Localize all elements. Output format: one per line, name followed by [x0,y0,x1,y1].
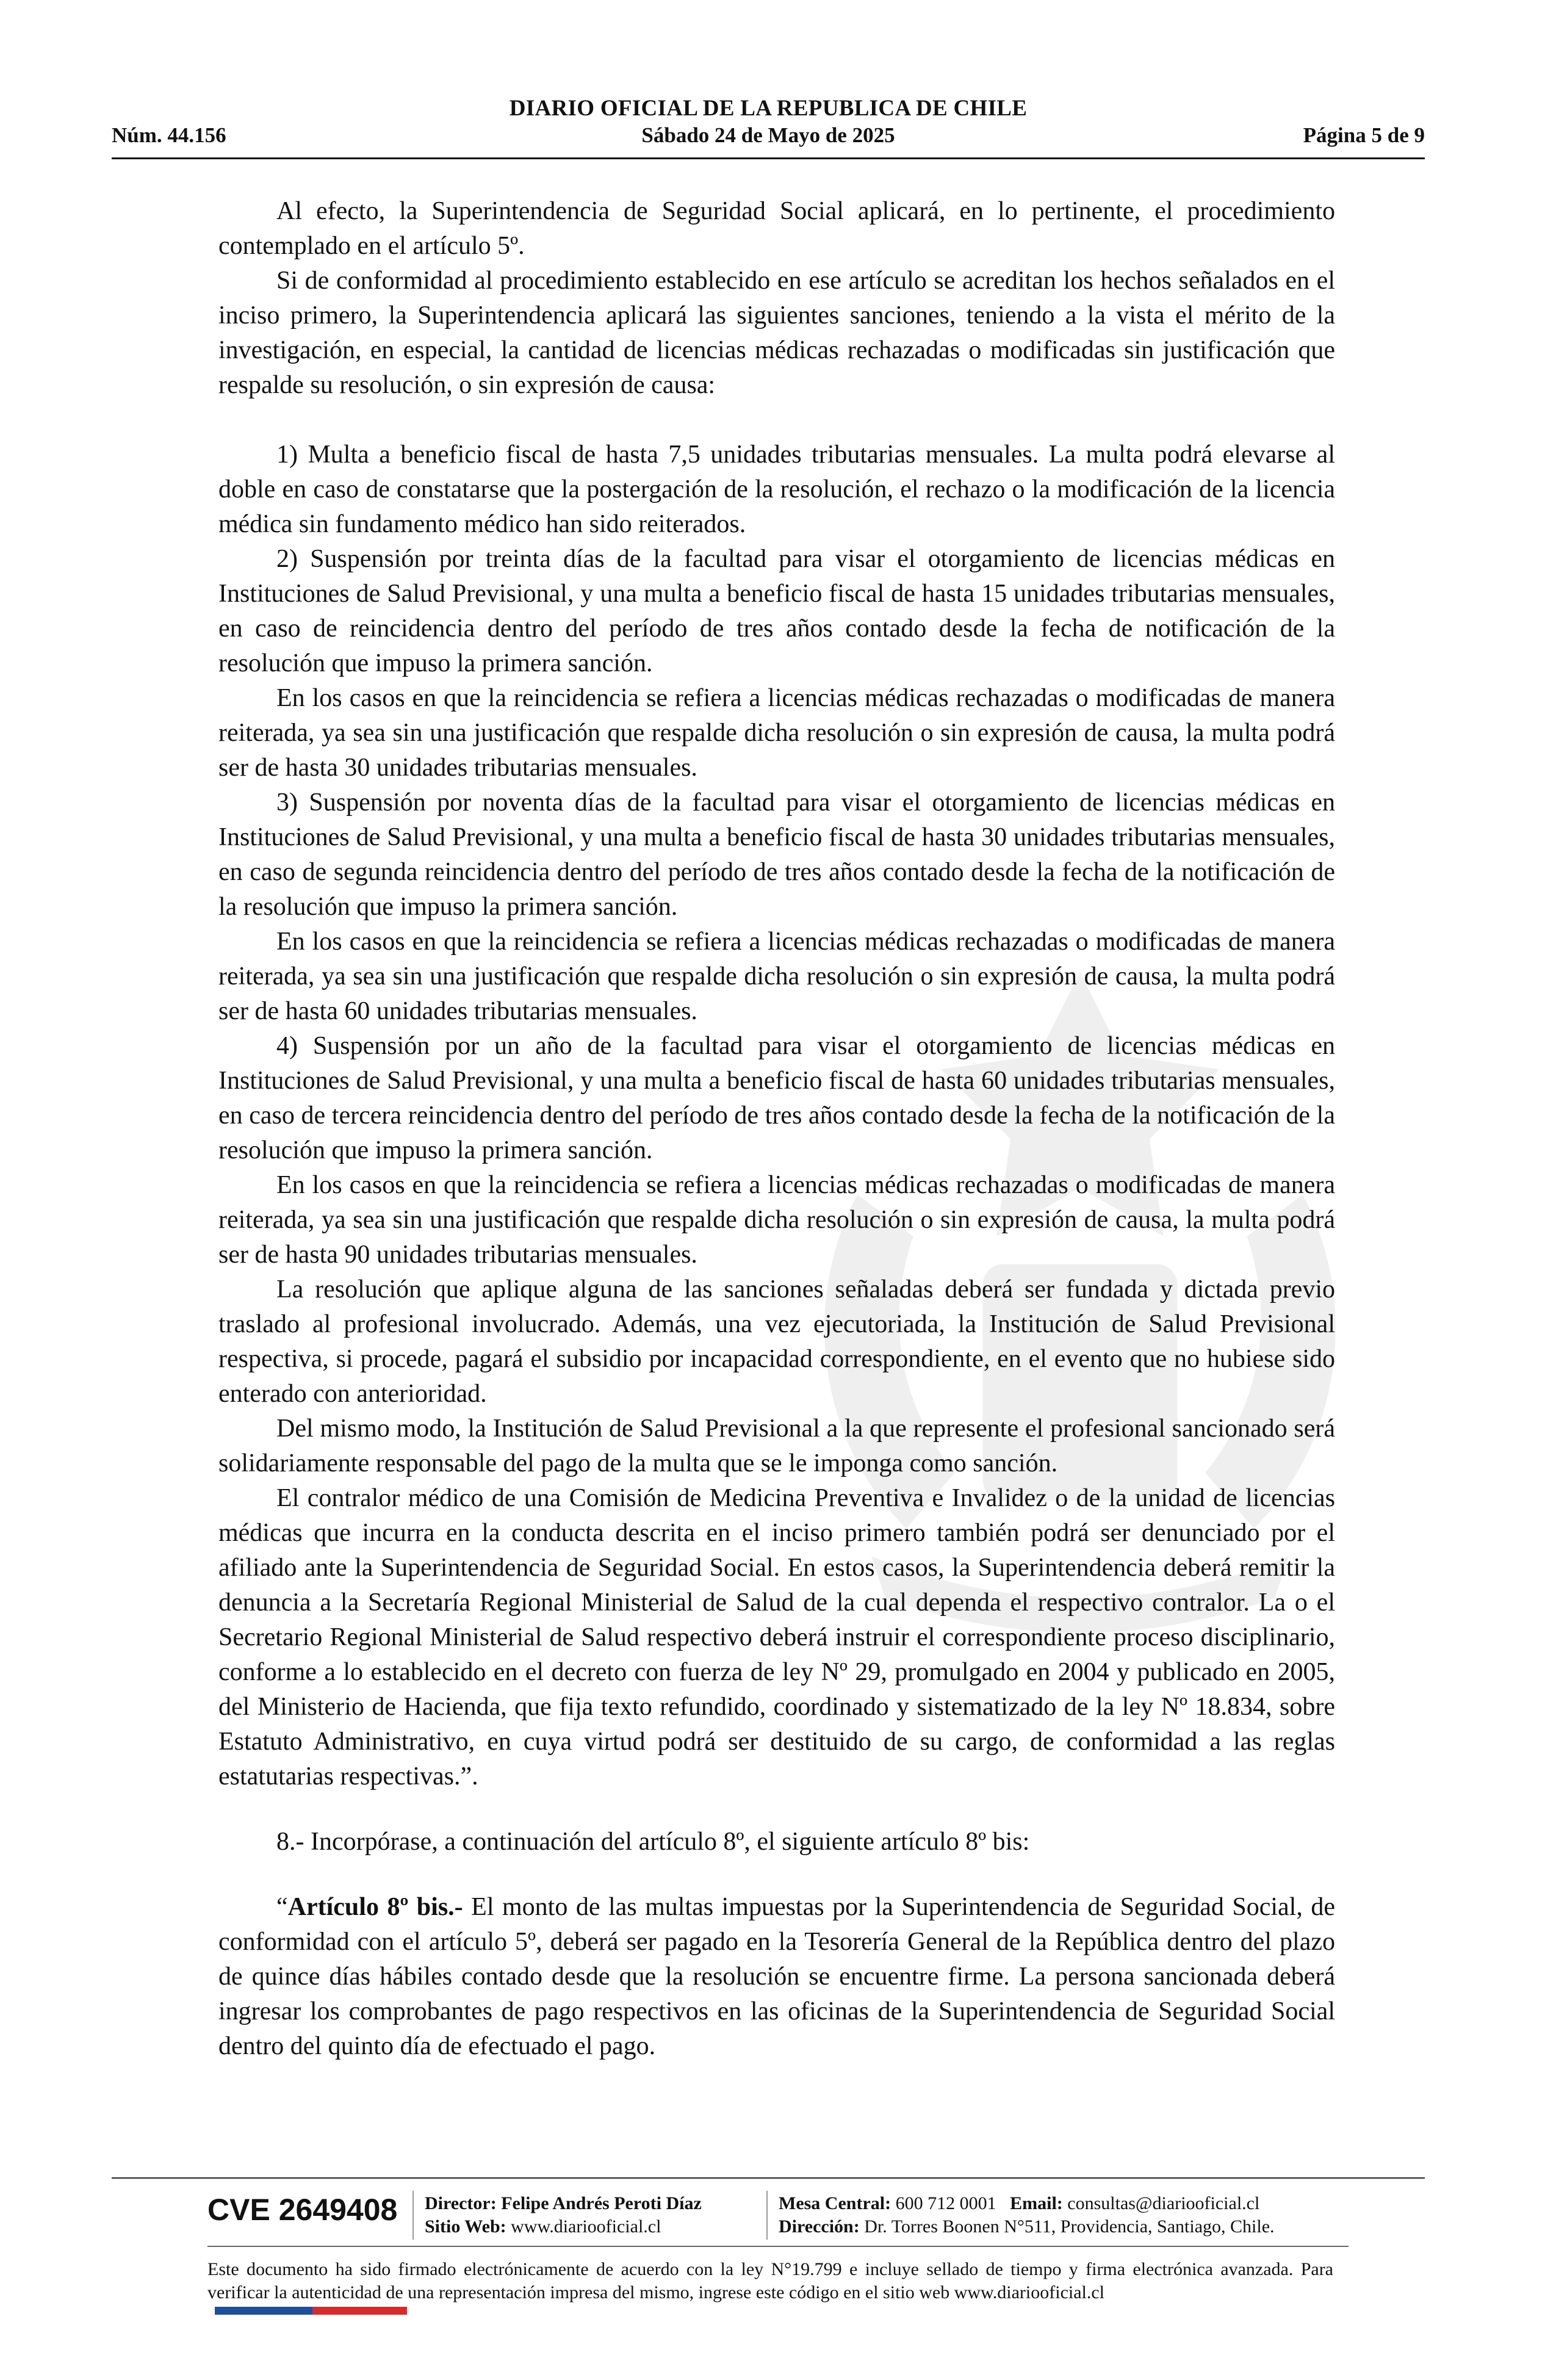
footer-director-block [425,2192,702,2238]
footer-divider [207,2246,1349,2247]
paragraph: 2) Suspensión por treinta días de la facultad para visar el otorgamiento de licencias médicas en Instituciones de Salud Previsional, y una multa a beneficio fiscal de hasta 15 unidades tributarias mensuales, en caso de reincidencia dentro del período de tres años contado desde la fecha de notificación de la resolución que impuso la primera sanción. [218,545,1335,677]
quote-mark: “ [276,1893,288,1921]
issue-number: Núm. 44.156 [112,123,226,147]
paragraph: En los casos en que la reincidencia se refiera a licencias médicas rechazadas o modificadas de manera reiterada, ya sea sin una justificación que respalde dicha resolución o sin expresión de causa, la multa podrá ser de hasta 60 unidades tributarias mensuales. [218,928,1335,1025]
site-url[interactable]: www.diariooficial.cl [511,2216,661,2237]
email-label: Email: [1010,2193,1063,2213]
director-label: Director: [425,2193,497,2213]
paragraph: El contralor médico de una Comisión de Medicina Preventiva e Invalidez o de la unidad de licencias médicas que incurra en la conducta descrita en el inciso primero también podrá ser denunciado por el afiliado ante la Superintendencia de Seguridad Social. En estos casos, la Superintendencia deberá remitir la denuncia a la Secretaría Regional Ministerial de Salud de la cual dependa el respectivo contralor. La o el Secretario Regional Ministerial de Salud respectivo deberá instruir el correspondiente proceso disciplinario, conforme a lo establecido en el decreto con fuerza de ley Nº 29, promulgado en 2004 y publicado en 2005, del Ministerio de Hacienda, que fija texto refundido, coordinado y sistematizado de la ley Nº 18.834, sobre Estatuto Administrativo, en cuya virtud podrá ser destituido de su cargo, de conformidad a las reglas estatutarias respectivas.”. [218,1484,1335,1790]
publication-title: DIARIO OFICIAL DE LA REPUBLICA DE CHILE [509,96,1028,121]
address-label: Dirección: [779,2216,860,2237]
email-address[interactable]: consultas@diariooficial.cl [1067,2193,1260,2213]
document-body [218,194,1335,2064]
paragraph: 4) Suspensión por un año de la facultad para visar el otorgamiento de licencias médicas en Instituciones de Salud Previsional, y una multa a beneficio fiscal de hasta 60 unidades tributarias mensuales, en caso de tercera reincidencia dentro del período de tres años contado desde la fecha de la notificación de la resolución que impuso la primera sanción. [218,1032,1335,1164]
page-number: Página 5 de 9 [1303,123,1425,147]
legal-notice: Este documento ha sido firmado electrónicamente de acuerdo con la ley N°19.799 e incluye sellado de tiempo y firma electrónica avanzada. Para verificar la autenticidad de una representación impresa del mismo, ingrese este código en el sitio web www.diariooficial.cl [207,2259,1333,2302]
article-heading: Artículo 8º bis.- [287,1893,463,1921]
paragraph: 3) Suspensión por noventa días de la facultad para visar el otorgamiento de licencias médicas en Instituciones de Salud Previsional, y una multa a beneficio fiscal de hasta 30 unidades tributarias mensuales, en caso de segunda reincidencia dentro del período de tres años contado desde la fecha de la notificación de la resolución que impuso la primera sanción. [218,788,1335,921]
director-name: Felipe Andrés Peroti Díaz [501,2193,702,2213]
footer-divider [112,2177,1425,2179]
paragraph [218,1890,1335,2064]
issue-date: Sábado 24 de Mayo de 2025 [641,123,895,147]
header-divider [112,157,1425,159]
article-text: El monto de las multas impuestas por la Superintendencia de Seguridad Social, de conformidad con el artículo 5º, deberá ser pagado en la Tesorería General de la República dentro del plazo de quince días hábiles contado desde que la resolución se encuentre firme. La persona sancionada deberá ingresar los comprobantes de pago respectivos en las oficinas de la Superintendencia de Seguridad Social dentro del quinto día de efectuado el pago. [218,1893,1335,2060]
phone-label: Mesa Central: [779,2193,891,2213]
flag-bar-red [312,2307,407,2315]
cve-code: CVE 2649408 [207,2193,398,2227]
paragraph: La resolución que aplique alguna de las sanciones señaladas deberá ser fundada y dictada previo traslado al profesional involucrado. Además, una vez ejecutoriada, la Institución de Salud Previsional respectiva, si procede, pagará el subsidio por incapacidad correspondiente, en el evento que no hubiese sido enterado con anterioridad. [218,1275,1335,1408]
flag-bar-blue [215,2307,312,2315]
site-label: Sitio Web: [425,2216,506,2237]
paragraph: 1) Multa a beneficio fiscal de hasta 7,5 unidades tributarias mensuales. La multa podrá elevarse al doble en caso de constatarse que la postergación de la resolución, el rechazo o la modificación de la licencia médica sin fundamento médico han sido reiterados. [218,441,1335,538]
paragraph: Al efecto, la Superintendencia de Seguridad Social aplicará, en lo pertinente, el procedimiento contemplado en el artículo 5º. [218,197,1335,260]
page-header [112,92,1425,160]
footer-contact-block [779,2192,1275,2238]
paragraph: En los casos en que la reincidencia se refiera a licencias médicas rechazadas o modificadas de manera reiterada, ya sea sin una justificación que respalde dicha resolución o sin expresión de causa, la multa podrá ser de hasta 30 unidades tributarias mensuales. [218,684,1335,782]
paragraph: Si de conformidad al procedimiento establecido en ese artículo se acreditan los hechos señalados en el inciso primero, la Superintendencia aplicará las siguientes sanciones, teniendo a la vista el mérito de la investigación, en especial, la cantidad de licencias médicas rechazadas o modificadas sin justificación que respalde su resolución, o sin expresión de causa: [218,267,1335,399]
paragraph: Del mismo modo, la Institución de Salud Previsional a la que represente el profesional sancionado será solidariamente responsable del pago de la multa que se le imponga como sanción. [218,1415,1335,1477]
footer-separator [412,2191,414,2240]
address-value: Dr. Torres Boonen N°511, Providencia, Santiago, Chile. [864,2216,1275,2237]
paragraph: 8.- Incorpórase, a continuación del artículo 8º, el siguiente artículo 8º bis: [276,1828,1030,1856]
phone-number: 600 712 0001 [895,2193,996,2213]
paragraph: En los casos en que la reincidencia se refiera a licencias médicas rechazadas o modificadas de manera reiterada, ya sea sin una justificación que respalde dicha resolución o sin expresión de causa, la multa podrá ser de hasta 90 unidades tributarias mensuales. [218,1171,1335,1269]
footer-separator [766,2191,768,2240]
